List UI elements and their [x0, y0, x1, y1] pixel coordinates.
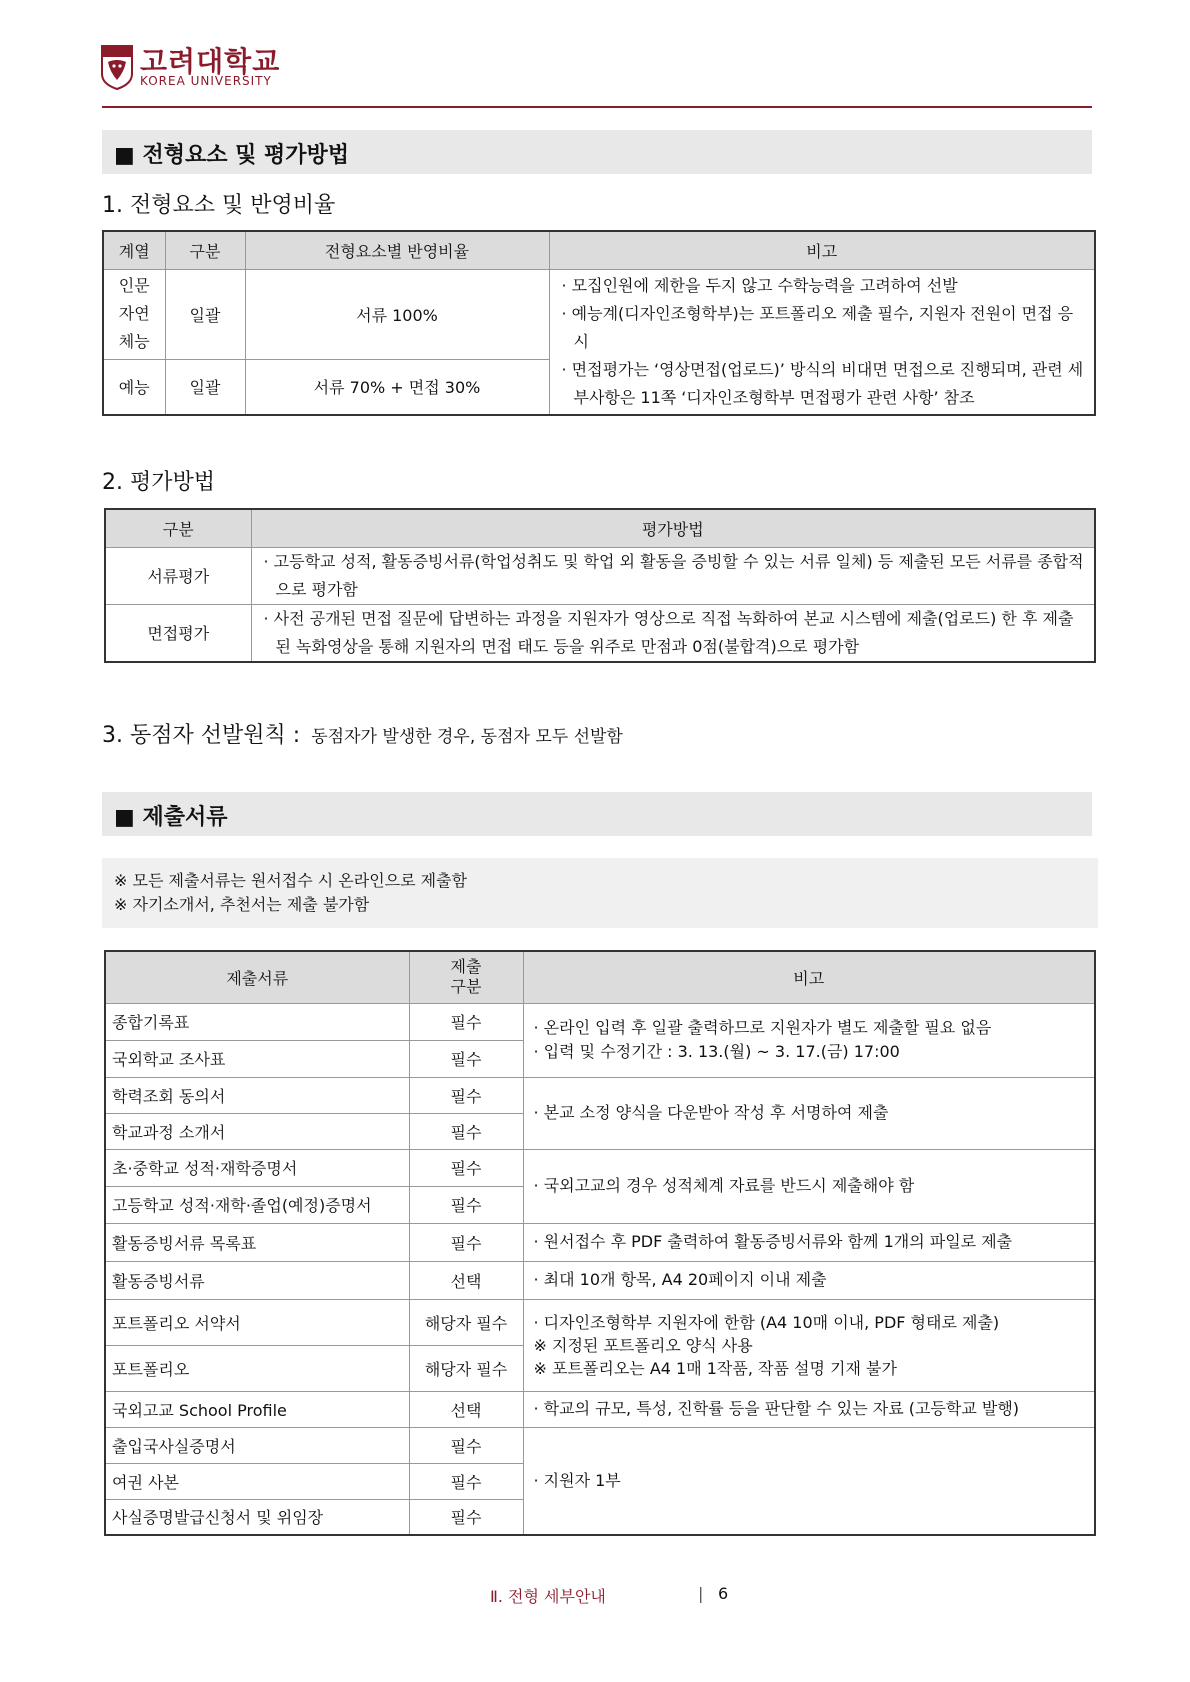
ratio-cell: 서류 70% + 면접 30%: [245, 359, 549, 414]
doc-cell: 여권 사본: [105, 1463, 409, 1499]
subsection-title-method: 2. 평가방법: [102, 470, 215, 495]
documents-table: [104, 950, 1096, 1536]
documents-note-box: [102, 858, 1098, 928]
page-number: 6: [718, 1584, 729, 1603]
section-header-documents: [102, 792, 1092, 836]
header-cell: 제출서류: [105, 951, 409, 1003]
doc-cell: 포트폴리오: [105, 1345, 409, 1391]
header-cell: 계열: [103, 231, 165, 269]
logo-korean: 고려대학교: [140, 45, 281, 78]
header-cell: [409, 951, 523, 1003]
table-row: [105, 1261, 1095, 1299]
header-divider: [102, 106, 1092, 108]
footer-section-label: Ⅱ. 전형 세부안내: [490, 1587, 606, 1606]
university-seal-icon: [100, 44, 134, 90]
doc-type-cell: 선택: [409, 1391, 523, 1427]
method-name-cell: 서류평가: [105, 547, 251, 604]
field-cell: [103, 269, 165, 359]
remark-line: · 최대 10개 항목, A4 20페이지 이내 제출: [533, 1270, 827, 1289]
ratio-cell: 서류 100%: [245, 269, 549, 359]
doc-cell: 활동증빙서류: [105, 1261, 409, 1299]
method-table: [104, 508, 1096, 663]
remark-line: · 본교 소정 양식을 다운받아 작성 후 서명하여 제출: [533, 1103, 889, 1122]
doc-type-cell: 필수: [409, 1223, 523, 1261]
footer-separator: |: [698, 1584, 704, 1603]
table-row: [105, 1391, 1095, 1427]
header-cell: 비고: [549, 231, 1095, 269]
header-cell: 구분: [105, 509, 251, 547]
header-line: 구분: [450, 977, 482, 997]
doc-type-cell: 선택: [409, 1261, 523, 1299]
doc-type-cell: 필수: [409, 1077, 523, 1113]
field-line: 체능: [118, 332, 150, 352]
type-cell: 일괄: [165, 269, 245, 359]
doc-type-cell: 필수: [409, 1113, 523, 1149]
doc-cell: 출입국사실증명서: [105, 1427, 409, 1463]
doc-cell: 종합기록표: [105, 1003, 409, 1040]
documents-note: ※ 자기소개서, 추천서는 제출 불가함: [114, 895, 370, 914]
section-title: ■ 전형요소 및 평가방법: [114, 143, 350, 168]
logo-english: KOREA UNIVERSITY: [140, 74, 272, 88]
method-desc-cell: [251, 604, 1095, 662]
doc-cell: 학력조회 동의서: [105, 1077, 409, 1113]
header-line: 제출: [450, 957, 482, 977]
method-desc: · 사전 공개된 면접 질문에 답변하는 과정을 지원자가 영상으로 직접 녹화하여 본교 시스템에 제출(업로드) 한 후 제출된 녹화영상을 통해 지원자의 면접 태도 등을 위주로 만점과 0점(불합격)으로 평가함: [263, 608, 1074, 656]
remark-line: · 지원자 1부: [533, 1470, 621, 1490]
remark-line: · 면접평가는 ‘영상면접(업로드)’ 방식의 비대면 면접으로 진행되며, 관련 세부사항은 11쪽 ‘디자인조형학부 면접평가 관련 사항’ 참조: [561, 359, 1084, 407]
remark-line: ※ 지정된 포트폴리오 양식 사용: [533, 1335, 753, 1355]
doc-type-cell: 필수: [409, 1499, 523, 1535]
table-row: [105, 604, 1095, 662]
doc-type-cell: 필수: [409, 1003, 523, 1040]
documents-note: ※ 모든 제출서류는 원서접수 시 온라인으로 제출함: [114, 871, 468, 890]
table-row: [103, 269, 1095, 359]
remarks-cell: [523, 1003, 1095, 1077]
remarks-cell: [523, 1299, 1095, 1391]
remarks-cell: [549, 269, 1095, 415]
method-desc-cell: [251, 547, 1095, 604]
remarks-cell: [523, 1261, 1095, 1299]
field-cell: 예능: [103, 359, 165, 414]
table-row: [105, 1427, 1095, 1463]
table-header-row: [105, 951, 1095, 1003]
doc-type-cell: 해당자 필수: [409, 1299, 523, 1345]
method-desc: · 고등학교 성적, 활동증빙서류(학업성취도 및 학업 외 활동을 증빙할 수 있는 서류 일체) 등 제출된 모든 서류를 종합적으로 평가함: [263, 551, 1084, 599]
remarks-cell: [523, 1391, 1095, 1427]
remarks-cell: [523, 1149, 1095, 1223]
remark-line: · 모집인원에 제한을 두지 않고 수학능력을 고려하여 선발: [561, 275, 958, 295]
doc-cell: 사실증명발급신청서 및 위임장: [105, 1499, 409, 1535]
doc-cell: 국외고교 School Profile: [105, 1391, 409, 1427]
table-row: [105, 547, 1095, 604]
doc-type-cell: 필수: [409, 1463, 523, 1499]
doc-type-cell: 필수: [409, 1427, 523, 1463]
header-cell: 전형요소별 반영비율: [245, 231, 549, 269]
table-header-row: [103, 231, 1095, 269]
doc-type-cell: 해당자 필수: [409, 1345, 523, 1391]
doc-type-cell: 필수: [409, 1040, 523, 1077]
doc-type-cell: 필수: [409, 1186, 523, 1223]
remarks-cell: [523, 1223, 1095, 1261]
remark-line: · 학교의 규모, 특성, 진학률 등을 판단할 수 있는 자료 (고등학교 발행): [533, 1399, 1020, 1418]
subsection-title-ratio: 1. 전형요소 및 반영비율: [102, 193, 336, 218]
doc-cell: 국외학교 조사표: [105, 1040, 409, 1077]
doc-cell: 초·중학교 성적·재학증명서: [105, 1149, 409, 1186]
header-cell: 평가방법: [251, 509, 1095, 547]
table-row: [105, 1223, 1095, 1261]
remark-line: ※ 포트폴리오는 A4 1매 1작품, 작품 설명 기재 불가: [533, 1358, 897, 1378]
table-row: [105, 1003, 1095, 1040]
remarks-cell: [523, 1427, 1095, 1535]
section-title: ■ 제출서류: [114, 805, 228, 830]
remark-line: · 온라인 입력 후 일괄 출력하므로 지원자가 별도 제출할 필요 없음: [533, 1018, 992, 1037]
tie-break-rule: [102, 718, 623, 749]
table-row: [105, 1149, 1095, 1186]
remark-line: · 디자인조형학부 지원자에 한함 (A4 10매 이내, PDF 형태로 제출): [533, 1312, 1000, 1332]
table-row: [105, 1299, 1095, 1345]
remark-line: · 입력 및 수정기간 : 3. 13.(월) ~ 3. 17.(금) 17:00: [533, 1042, 900, 1061]
section-header-evaluation: [102, 130, 1092, 174]
field-line: 인문: [118, 276, 150, 296]
remark-line: · 원서접수 후 PDF 출력하여 활동증빙서류와 함께 1개의 파일로 제출: [533, 1232, 1013, 1251]
doc-cell: 포트폴리오 서약서: [105, 1299, 409, 1345]
doc-type-cell: 필수: [409, 1149, 523, 1186]
doc-cell: 학교과정 소개서: [105, 1113, 409, 1149]
field-line: 자연: [118, 304, 150, 324]
table-header-row: [105, 509, 1095, 547]
method-name-cell: 면접평가: [105, 604, 251, 662]
doc-cell: 고등학교 성적·재학·졸업(예정)증명서: [105, 1186, 409, 1223]
remarks-cell: [523, 1077, 1095, 1149]
header-cell: 구분: [165, 231, 245, 269]
doc-cell: 활동증빙서류 목록표: [105, 1223, 409, 1261]
ratio-table: [102, 230, 1096, 416]
remark-line: · 국외고교의 경우 성적체계 자료를 반드시 제출해야 함: [533, 1176, 915, 1195]
table-row: [105, 1077, 1095, 1113]
tie-break-desc: 동점자가 발생한 경우, 동점자 모두 선발함: [311, 727, 623, 747]
type-cell: 일괄: [165, 359, 245, 414]
header-cell: 비고: [523, 951, 1095, 1003]
tie-break-title: 3. 동점자 선발원칙 :: [102, 723, 301, 748]
remark-line: · 예능계(디자인조형학부)는 포트폴리오 제출 필수, 지원자 전원이 면접 응시: [561, 303, 1074, 351]
